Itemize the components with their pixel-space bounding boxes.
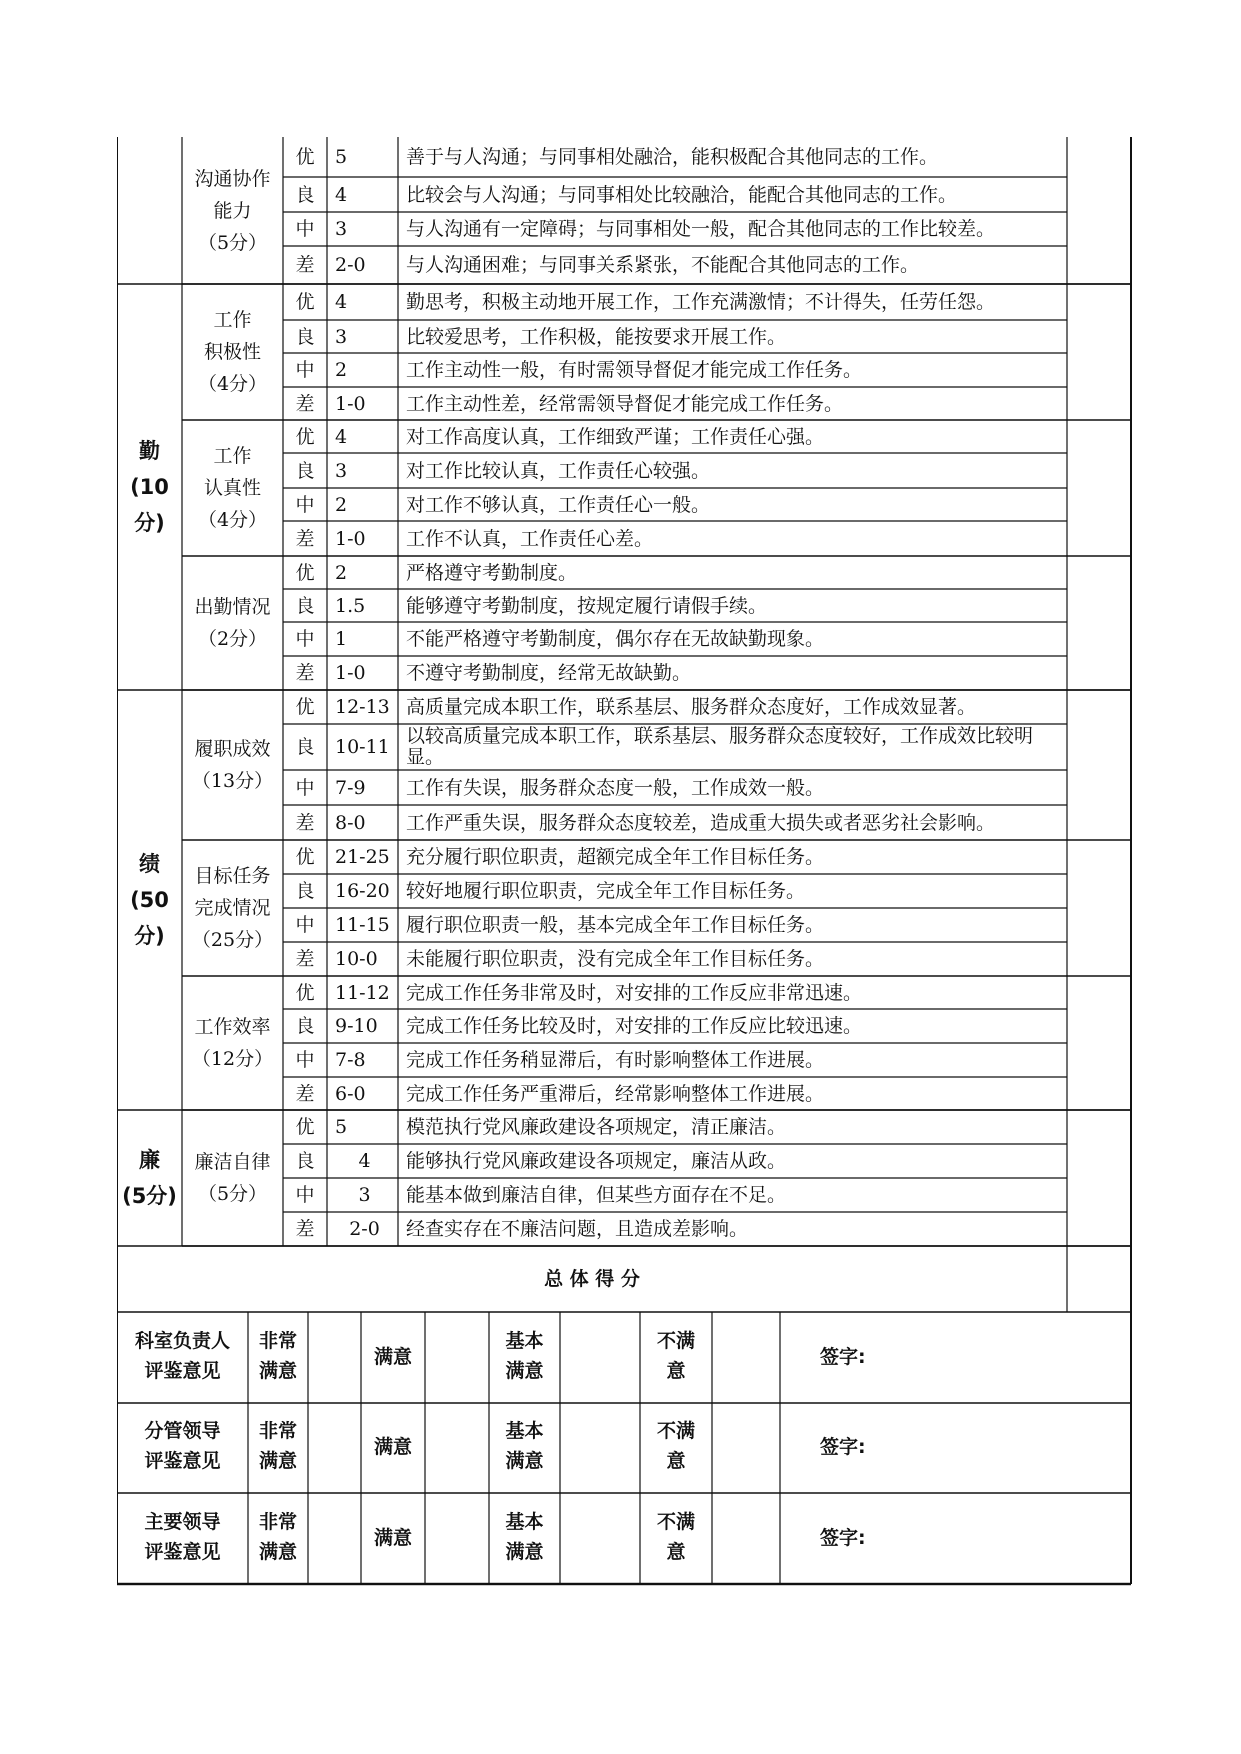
score-value: 1-0 — [335, 392, 366, 415]
score-value: 12-13 — [335, 696, 390, 718]
criteria-text: 完成工作任务非常及时，对安排的工作反应非常迅速。 — [406, 981, 863, 1004]
criteria-text: 工作主动性一般，有时需领导督促才能完成工作任务。 — [406, 359, 863, 381]
grade-label: 差 — [295, 662, 315, 684]
item-label: （4分） — [197, 373, 268, 395]
score-value: 10-11 — [335, 736, 390, 758]
grade-label: 优 — [295, 1116, 315, 1138]
basic-satisfied-option: 满意 — [505, 1359, 544, 1382]
score-value: 10-0 — [335, 948, 378, 970]
unsatisfied-option: 不满 — [656, 1420, 695, 1442]
grade-label: 中 — [295, 1049, 315, 1071]
grade-label: 中 — [295, 914, 315, 936]
score-value: 2-0 — [335, 254, 366, 276]
grade-label: 良 — [295, 183, 315, 206]
satisfied-option: 满意 — [373, 1345, 412, 1368]
score-value: 4 — [358, 1150, 371, 1172]
criteria-text: 严格遵守考勤制度。 — [406, 561, 578, 584]
grade-label: 差 — [295, 948, 315, 970]
score-value: 1 — [335, 628, 348, 650]
criteria-text: 完成工作任务比较及时，对安排的工作反应比较迅速。 — [406, 1015, 863, 1037]
category-label: 分) — [134, 511, 165, 535]
score-value: 3 — [335, 218, 348, 240]
category-label: 廉 — [139, 1148, 160, 1172]
basic-satisfied-option: 满意 — [505, 1540, 544, 1563]
criteria-text: 能基本做到廉洁自律，但某些方面存在不足。 — [406, 1184, 787, 1206]
criteria-text: 对工作比较认真，工作责任心较强。 — [406, 459, 711, 482]
unsatisfied-option: 意 — [666, 1540, 686, 1563]
score-value: 21-25 — [335, 846, 390, 868]
item-label: 沟通协作 — [194, 167, 271, 190]
category-label: (5分) — [122, 1184, 177, 1208]
criteria-text: 工作不认真，工作责任心差。 — [406, 527, 654, 550]
criteria-text: 充分履行职位职责，超额完成全年工作目标任务。 — [406, 846, 825, 868]
satisfied-option: 满意 — [373, 1526, 412, 1549]
item-label: （5分） — [197, 231, 268, 254]
grade-label: 优 — [295, 981, 315, 1004]
criteria-text: 以较高质量完成本职工作，联系基层、服务群众态度较好，工作成效比较明显。 — [406, 725, 1034, 768]
score-value: 8-0 — [335, 811, 366, 834]
criteria-text: 与人沟通有一定障碍；与同事相处一般，配合其他同志的工作比较差。 — [406, 218, 996, 240]
item-label: 认真性 — [203, 477, 261, 499]
very-satisfied-option: 非常 — [258, 1420, 297, 1442]
grade-label: 中 — [295, 776, 315, 799]
grade-label: 中 — [295, 359, 315, 381]
score-value: 11-12 — [335, 981, 390, 1004]
score-value: 6-0 — [335, 1082, 366, 1105]
score-value: 3 — [335, 459, 348, 482]
grade-label: 中 — [295, 1184, 315, 1206]
score-value: 2-0 — [349, 1218, 380, 1240]
item-label: 出勤情况 — [194, 596, 271, 618]
score-value: 4 — [335, 183, 348, 206]
grade-label: 差 — [295, 392, 315, 415]
grade-label: 良 — [295, 325, 315, 348]
grade-label: 差 — [295, 1082, 315, 1105]
basic-satisfied-option: 基本 — [505, 1329, 544, 1352]
score-value: 11-15 — [335, 914, 390, 936]
grade-label: 差 — [295, 254, 315, 276]
score-value: 1.5 — [335, 594, 366, 617]
item-label: 履职成效 — [194, 738, 271, 760]
score-value: 2 — [335, 359, 348, 381]
score-value: 9-10 — [335, 1015, 378, 1037]
criteria-text: 完成工作任务稍显滞后，有时影响整体工作进展。 — [406, 1049, 825, 1071]
criteria-text: 未能履行职位职责，没有完成全年工作目标任务。 — [406, 948, 825, 970]
item-label: 工作 — [213, 309, 252, 331]
opinion-label: 主要领导 — [144, 1510, 221, 1533]
grade-label: 优 — [295, 146, 315, 168]
score-value: 3 — [358, 1184, 371, 1206]
unsatisfied-option: 意 — [666, 1450, 686, 1472]
grade-label: 优 — [295, 846, 315, 868]
category-label: (50 — [130, 888, 169, 912]
grade-label: 优 — [295, 696, 315, 718]
opinion-label: 评鉴意见 — [144, 1540, 221, 1563]
opinion-label: 分管领导 — [144, 1420, 221, 1442]
grade-label: 良 — [295, 1150, 315, 1172]
criteria-text: 模范执行党风廉政建设各项规定，清正廉洁。 — [406, 1116, 787, 1138]
criteria-text: 完成工作任务严重滞后，经常影响整体工作进展。 — [406, 1082, 825, 1105]
basic-satisfied-option: 基本 — [505, 1510, 544, 1533]
item-label: 积极性 — [203, 341, 261, 363]
item-label: 能力 — [213, 199, 252, 222]
criteria-text: 能够遵守考勤制度，按规定履行请假手续。 — [406, 594, 768, 617]
grade-label: 优 — [295, 425, 315, 448]
item-label: 工作效率 — [194, 1016, 271, 1038]
total-score-label: 总 体 得 分 — [544, 1268, 640, 1290]
unsatisfied-option: 不满 — [656, 1510, 695, 1533]
criteria-text: 与人沟通困难；与同事关系紧张，不能配合其他同志的工作。 — [406, 254, 920, 276]
item-label: （25分） — [191, 929, 274, 951]
criteria-text: 经查实存在不廉洁问题，且造成差影响。 — [406, 1218, 749, 1240]
unsatisfied-option: 意 — [666, 1359, 686, 1382]
category-label: 绩 — [139, 852, 160, 876]
satisfied-option: 满意 — [373, 1436, 412, 1458]
criteria-text: 不能严格遵守考勤制度，偶尔存在无故缺勤现象。 — [406, 628, 825, 650]
grade-label: 优 — [295, 561, 315, 584]
item-label: 完成情况 — [194, 897, 271, 919]
criteria-text: 工作严重失误，服务群众态度较差，造成重大损失或者恶劣社会影响。 — [406, 811, 996, 834]
criteria-text: 履行职位职责一般，基本完成全年工作目标任务。 — [406, 914, 825, 936]
very-satisfied-option: 满意 — [258, 1540, 297, 1563]
score-value: 4 — [335, 291, 348, 313]
grade-label: 良 — [295, 736, 315, 758]
very-satisfied-option: 非常 — [258, 1510, 297, 1533]
grade-label: 差 — [295, 1218, 315, 1240]
very-satisfied-option: 满意 — [258, 1450, 297, 1472]
score-value: 4 — [335, 425, 348, 448]
grade-label: 良 — [295, 459, 315, 482]
score-value: 1-0 — [335, 662, 366, 684]
opinion-label: 科室负责人 — [134, 1329, 230, 1352]
grade-label: 中 — [295, 628, 315, 650]
criteria-text: 能够执行党风廉政建设各项规定，廉洁从政。 — [406, 1150, 787, 1172]
grade-label: 优 — [295, 291, 315, 313]
grade-label: 差 — [295, 811, 315, 834]
item-label: 廉洁自律 — [194, 1151, 271, 1173]
score-value: 2 — [335, 493, 348, 516]
opinion-label: 评鉴意见 — [144, 1359, 221, 1382]
criteria-text: 勤思考，积极主动地开展工作，工作充满激情；不计得失，任劳任怨。 — [406, 291, 996, 313]
grade-label: 中 — [295, 493, 315, 516]
grade-label: 差 — [295, 527, 315, 550]
item-label: （4分） — [197, 509, 268, 531]
evaluation-table — [117, 137, 1132, 1614]
criteria-text: 较好地履行职位职责，完成全年工作目标任务。 — [406, 880, 806, 902]
criteria-text: 善于与人沟通；与同事相处融洽，能积极配合其他同志的工作。 — [406, 146, 939, 168]
item-label: 工作 — [213, 445, 252, 467]
criteria-text: 比较会与人沟通；与同事相处比较融洽，能配合其他同志的工作。 — [406, 183, 958, 206]
score-value: 7-9 — [335, 776, 366, 799]
score-value: 5 — [335, 1116, 348, 1138]
basic-satisfied-option: 满意 — [505, 1450, 544, 1472]
item-label: （5分） — [197, 1183, 268, 1205]
score-value: 16-20 — [335, 880, 390, 902]
score-value: 2 — [335, 561, 348, 584]
criteria-text: 工作有失误，服务群众态度一般，工作成效一般。 — [406, 776, 825, 799]
score-value: 1-0 — [335, 527, 366, 550]
very-satisfied-option: 满意 — [258, 1359, 297, 1382]
score-value: 5 — [335, 146, 348, 168]
very-satisfied-option: 非常 — [258, 1329, 297, 1352]
category-label: 分) — [134, 924, 165, 948]
grade-label: 良 — [295, 1015, 315, 1037]
score-value: 3 — [335, 325, 348, 348]
signature-label: 签字: — [820, 1436, 866, 1458]
category-label: (10 — [130, 475, 169, 499]
basic-satisfied-option: 基本 — [505, 1420, 544, 1442]
item-label: （2分） — [197, 628, 268, 650]
unsatisfied-option: 不满 — [656, 1329, 695, 1352]
item-label: （12分） — [191, 1048, 274, 1070]
criteria-text: 对工作不够认真，工作责任心一般。 — [406, 493, 711, 516]
category-label: 勤 — [139, 439, 160, 463]
item-label: （13分） — [191, 770, 274, 792]
criteria-text: 不遵守考勤制度，经常无故缺勤。 — [406, 662, 692, 684]
criteria-text: 高质量完成本职工作，联系基层、服务群众态度好，工作成效显著。 — [406, 696, 977, 718]
signature-label: 签字: — [820, 1526, 866, 1549]
score-value: 7-8 — [335, 1049, 366, 1071]
signature-label: 签字: — [820, 1345, 866, 1368]
criteria-text: 对工作高度认真，工作细致严谨；工作责任心强。 — [406, 425, 825, 448]
grade-label: 良 — [295, 880, 315, 902]
grade-label: 中 — [295, 218, 315, 240]
opinion-label: 评鉴意见 — [144, 1450, 221, 1472]
criteria-text: 工作主动性差，经常需领导督促才能完成工作任务。 — [406, 392, 844, 415]
criteria-text: 比较爱思考，工作积极，能按要求开展工作。 — [406, 325, 787, 348]
item-label: 目标任务 — [194, 865, 271, 887]
grade-label: 良 — [295, 594, 315, 617]
